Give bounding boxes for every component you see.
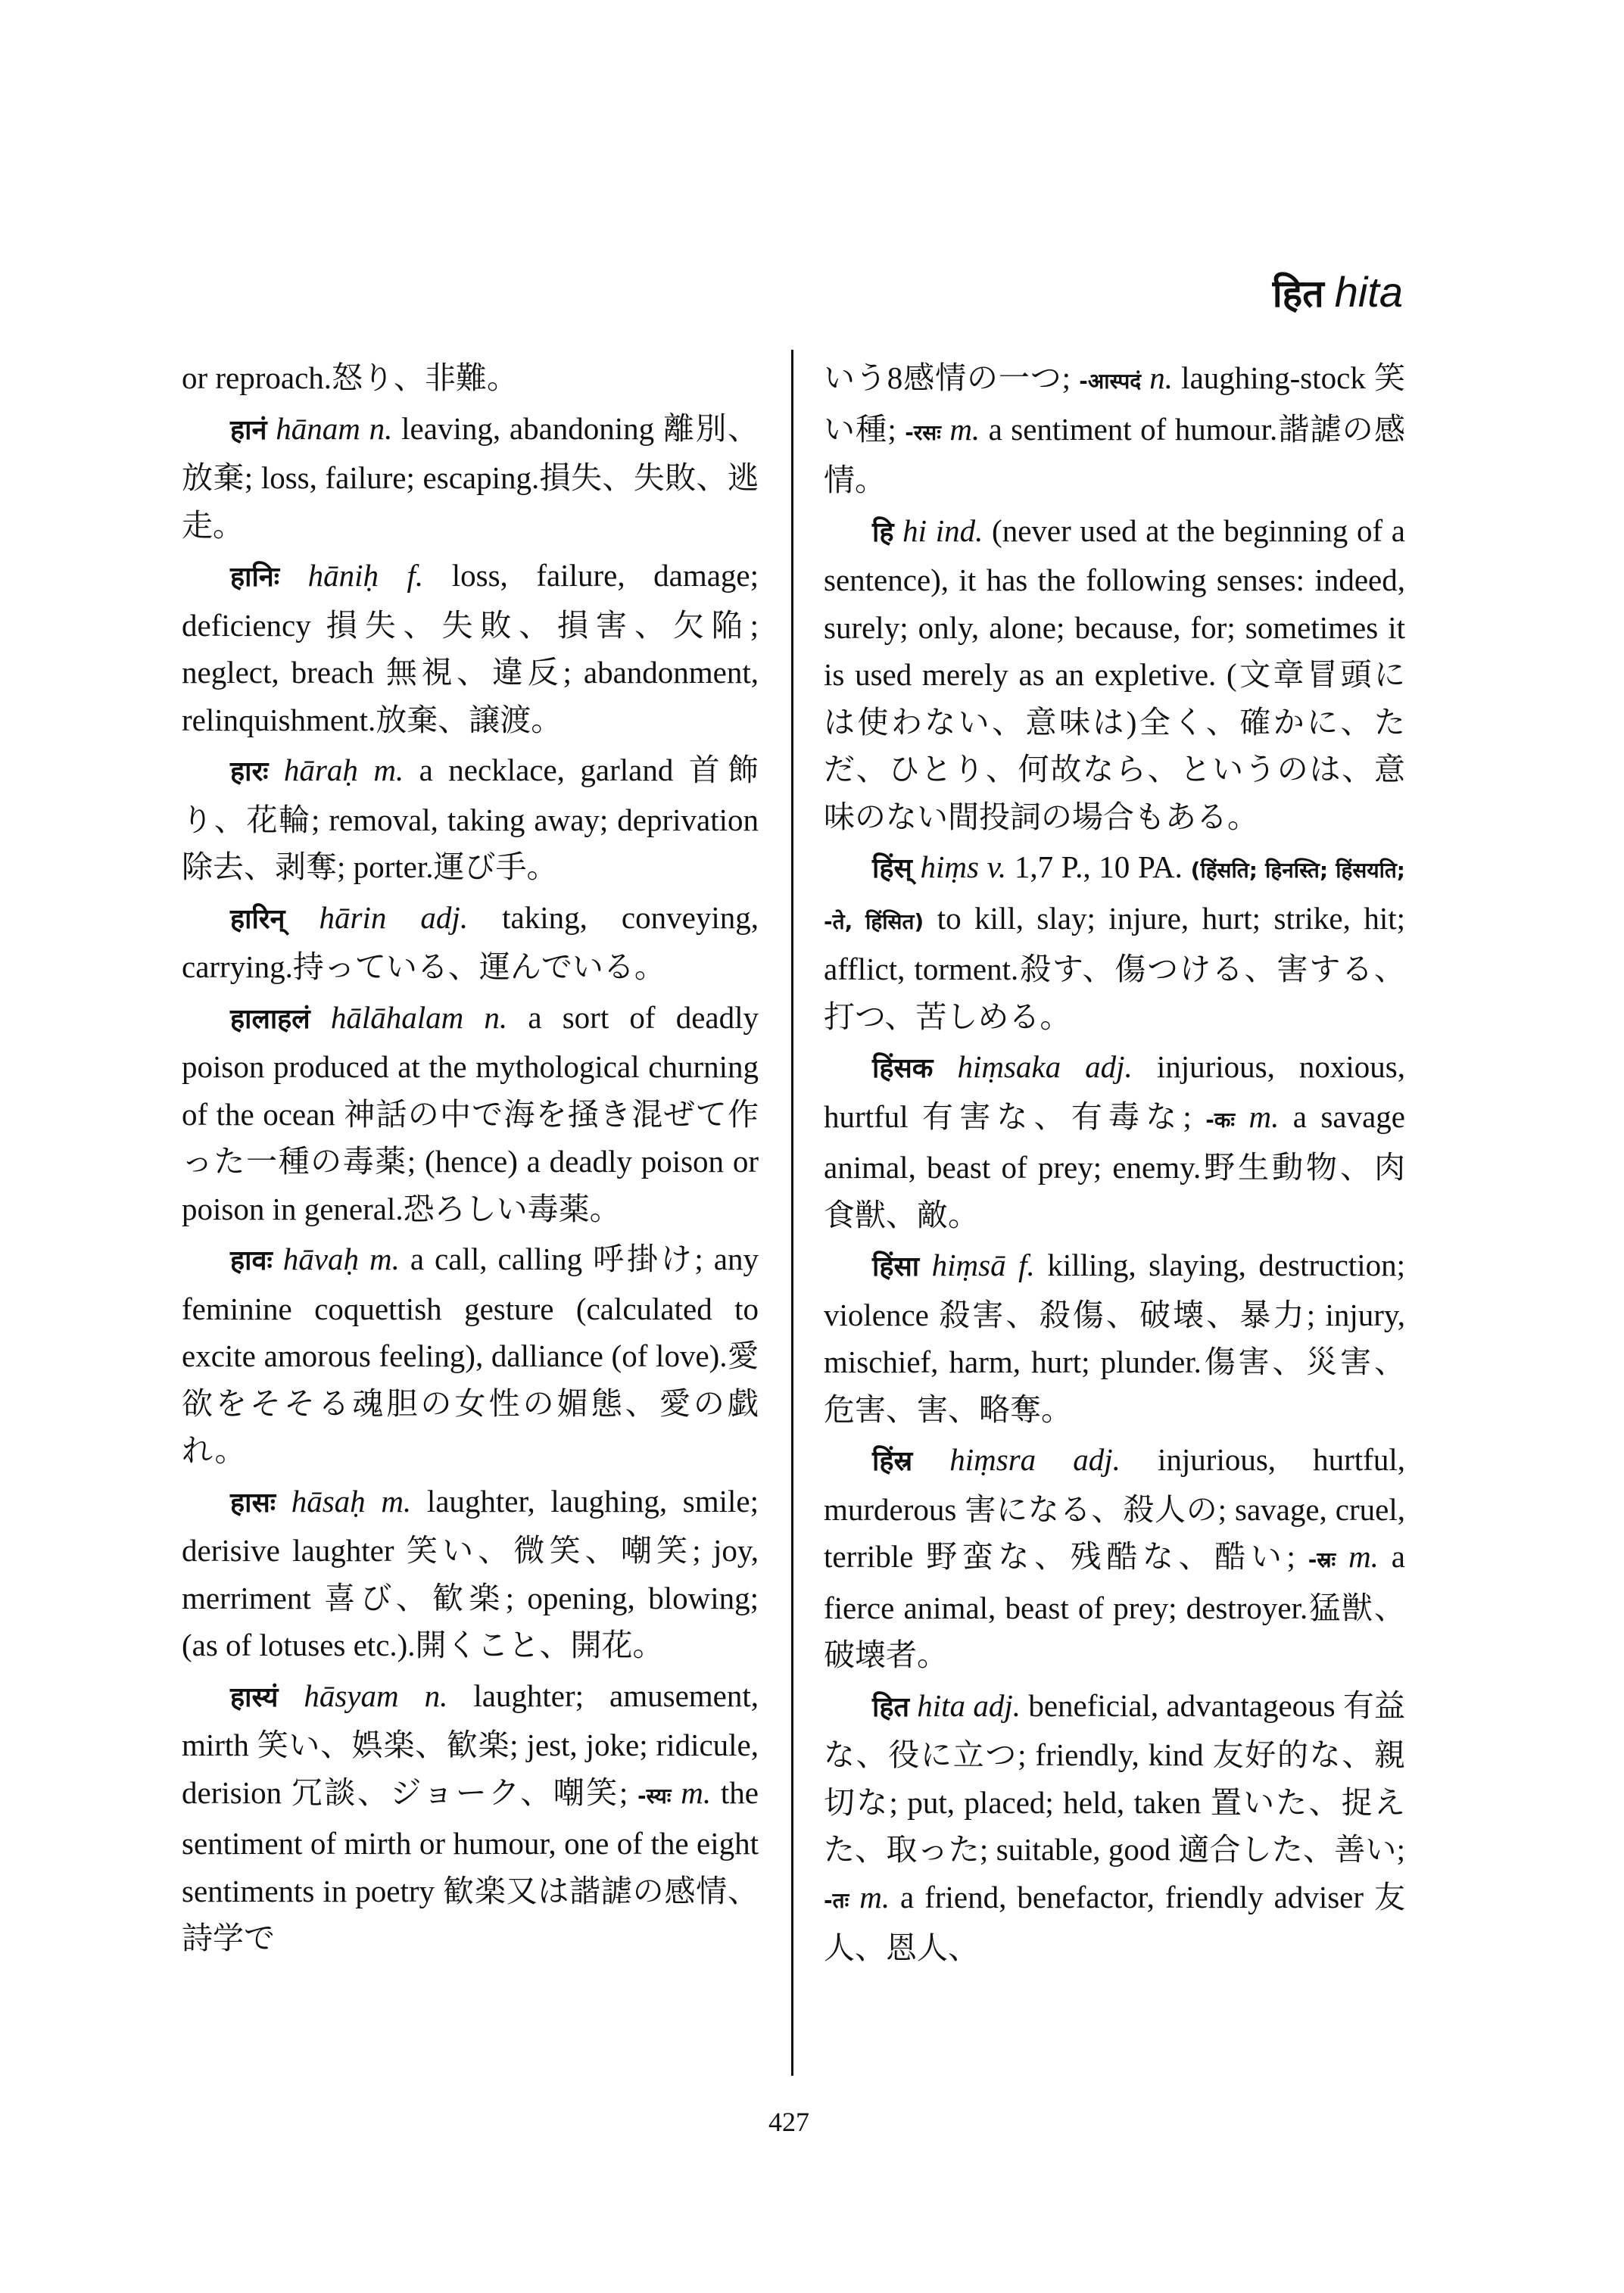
definition-text: to kill, slay; injure, hurt; strike, hit; afflict, torment.殺す、傷つける、害する、打つ、苦しめる。 bbox=[824, 900, 1405, 1034]
headword: हानिः bbox=[230, 562, 280, 593]
transliteration: hiṃs bbox=[912, 849, 979, 884]
subentry-headword: -आस्पदं bbox=[1079, 369, 1142, 394]
part-of-speech: m. bbox=[849, 1879, 890, 1914]
definition-text: a call, calling 呼掛け; any feminine coquettish gesture (calculated to excite amorous feeling), dalliance (of love).愛欲をそそる魂胆の女性の媚態、愛の戯れ。 bbox=[182, 1242, 759, 1468]
right-column bbox=[824, 354, 1405, 1975]
dictionary-entry bbox=[182, 1672, 759, 1962]
definition-text: injurious, hurtful, murderous 害になる、殺人の; savage, cruel, terrible 野蛮な、残酷な、酷い; bbox=[824, 1442, 1405, 1574]
headword: हित bbox=[872, 1691, 909, 1723]
definition-text: killing, slaying, destruction; violence 殺害、殺傷、破壊、暴力; injury, mischief, harm, hurt; plunder.傷害、災害、危害、害、略奪。 bbox=[824, 1248, 1405, 1427]
transliteration: hita bbox=[909, 1687, 966, 1723]
dictionary-entry bbox=[824, 1682, 1405, 1972]
headword: हावः bbox=[230, 1245, 273, 1276]
part-of-speech: n. bbox=[1141, 360, 1174, 395]
headword: हास्यं bbox=[230, 1681, 279, 1713]
dictionary-entry bbox=[824, 1043, 1405, 1238]
dictionary-entry bbox=[824, 1242, 1405, 1433]
definition-text: a necklace, garland 首飾り、花輪; removal, taking away; deprivation 除去、剥奪; porter.運び手。 bbox=[182, 752, 759, 884]
part-of-speech: f. bbox=[1005, 1248, 1035, 1282]
transliteration: hānam bbox=[267, 410, 360, 446]
transliteration: hārin bbox=[285, 899, 387, 935]
part-of-speech: m. bbox=[940, 411, 980, 447]
definition-text: 1,7 P., 10 PA. bbox=[1006, 849, 1191, 884]
part-of-speech: n. bbox=[360, 410, 393, 446]
transliteration: hāsyam bbox=[278, 1678, 399, 1713]
definition-text: a sort of deadly poison produced at the mythological churning of the ocean 神話の中で海を掻き混ぜて作った一種の毒薬; (hence) a deadly poison or poison in general.恐ろしい毒薬。 bbox=[182, 999, 759, 1226]
headword: हासः bbox=[230, 1487, 276, 1519]
part-of-speech: n. bbox=[398, 1678, 448, 1713]
part-of-speech: ind. bbox=[927, 512, 983, 548]
subentry-headword: (हिंसति; हिनस्ति; हिंसयति; -ते, हिंसित) bbox=[824, 858, 1405, 934]
part-of-speech: m. bbox=[358, 1242, 400, 1276]
part-of-speech: m. bbox=[1336, 1539, 1379, 1574]
transliteration: hiṃsra bbox=[912, 1442, 1036, 1477]
dictionary-entry bbox=[824, 1436, 1405, 1679]
part-of-speech: v. bbox=[978, 849, 1007, 884]
definition-text: laughter, laughing, smile; derisive laughter 笑い、微笑、嘲笑; joy, merriment 喜び、歓楽; opening, blowing; (as of lotuses etc.).開くこと、開花。 bbox=[182, 1483, 759, 1662]
definition-text: beneficial, advantageous 有益な、役に立つ; friendly, kind 友好的な、親切な; put, placed; held, taken 置いた、捉えた、取った; suitable, good 適合した、善い; bbox=[824, 1687, 1405, 1867]
dictionary-entry bbox=[824, 843, 1405, 1040]
entry-continuation bbox=[824, 354, 1405, 504]
part-of-speech: adj. bbox=[1036, 1442, 1121, 1477]
subentry-headword: -स्रः bbox=[1308, 1547, 1336, 1572]
definition-text: injurious, noxious, hurtful 有害な、有毒な; bbox=[824, 1049, 1405, 1134]
definition-text: a friend, benefactor, friendly adviser 友人、恩人、 bbox=[824, 1879, 1405, 1965]
headword: हिंसा bbox=[872, 1251, 920, 1282]
headword: हि bbox=[872, 516, 894, 548]
transliteration: hiṃsā bbox=[919, 1248, 1006, 1282]
definition-text: or reproach.怒り、非難。 bbox=[182, 360, 519, 395]
transliteration: hāraḥ bbox=[268, 752, 358, 787]
definition-text: the sentiment of mirth or humour, one of the eight sentiments in poetry 歓楽又は諧謔の感情、詩学で bbox=[182, 1774, 759, 1955]
subentry-headword: -रसः bbox=[905, 419, 941, 445]
left-column bbox=[182, 354, 759, 1965]
headword: हारः bbox=[230, 756, 269, 787]
part-of-speech: adj. bbox=[386, 899, 469, 935]
dictionary-entry bbox=[182, 1235, 759, 1475]
part-of-speech: m. bbox=[671, 1774, 712, 1810]
dictionary-entry bbox=[182, 894, 759, 991]
running-head-latin: hita bbox=[1334, 268, 1403, 316]
transliteration: hiṃsaka bbox=[933, 1049, 1061, 1084]
subentry-headword: -तः bbox=[824, 1887, 849, 1913]
transliteration: hāniḥ bbox=[279, 558, 379, 593]
subentry-headword: -कः bbox=[1205, 1107, 1236, 1132]
definition-text: loss, failure, damage; deficiency 損失、失敗、損害、欠陥; neglect, breach 無視、違反; abandonment, relinquishment.放棄、譲渡。 bbox=[182, 558, 759, 737]
dictionary-entry bbox=[182, 405, 759, 550]
dictionary-entry bbox=[824, 507, 1405, 841]
headword: हिंस् bbox=[872, 853, 912, 884]
definition-text: laughter; amusement, mirth 笑い、娯楽、歓楽; jest, joke; ridicule, derision 冗談、ジョーク、嘲笑; bbox=[182, 1678, 759, 1810]
definition-text: leaving, abandoning 離別、放棄; loss, failure; escaping.損失、失敗、逃走。 bbox=[182, 410, 759, 543]
headword: हिंसक bbox=[872, 1053, 934, 1084]
transliteration: hi bbox=[893, 512, 927, 548]
page-number: 427 bbox=[768, 2107, 809, 2137]
part-of-speech: adj. bbox=[965, 1687, 1021, 1723]
part-of-speech: m. bbox=[357, 752, 404, 787]
entry-continuation bbox=[182, 354, 759, 402]
part-of-speech: n. bbox=[463, 999, 508, 1035]
subentry-headword: -स्यः bbox=[637, 1783, 672, 1809]
dictionary-entry bbox=[182, 746, 759, 891]
running-head bbox=[1273, 266, 1403, 318]
headword: हारिन् bbox=[230, 903, 285, 935]
dictionary-entry bbox=[182, 994, 759, 1233]
part-of-speech: m. bbox=[1235, 1098, 1280, 1134]
transliteration: hālāhalam bbox=[310, 999, 464, 1035]
transliteration: hāsaḥ bbox=[276, 1483, 366, 1519]
part-of-speech: f. bbox=[378, 558, 424, 593]
definition-text: (never used at the beginning of a sentence), it has the following senses: indeed, surely; only, alone; because, for; sometimes it is used merely as an expletive. (文章冒頭には使わない、意味は)全く、確かに、ただ、ひとり、何故なら、というのは、意味のない間投詞の場合もある。 bbox=[824, 512, 1405, 834]
headword: हिंस्र bbox=[872, 1446, 913, 1477]
transliteration: hāvaḥ bbox=[272, 1242, 359, 1276]
part-of-speech: adj. bbox=[1061, 1049, 1133, 1084]
headword: हालाहलं bbox=[230, 1003, 310, 1035]
part-of-speech: m. bbox=[365, 1483, 412, 1519]
definition-text: a fierce animal, beast of prey; destroyer.猛獣、破壊者。 bbox=[824, 1539, 1406, 1672]
definition-text: taking, conveying, carrying.持っている、運んでいる。 bbox=[182, 899, 759, 984]
definition-text: laughing-stock 笑い種; bbox=[824, 360, 1406, 447]
definition-text: a sentiment of humour.諧謔の感情。 bbox=[824, 411, 1405, 497]
dictionary-entry bbox=[182, 552, 759, 743]
dictionary-entry bbox=[182, 1478, 759, 1669]
definition-text: a savage animal, beast of prey; enemy.野生動物、肉食獣、敵。 bbox=[824, 1098, 1406, 1232]
definition-text: いう8感情の一つ; bbox=[824, 360, 1080, 395]
column-divider bbox=[791, 350, 793, 2076]
headword: हानं bbox=[230, 414, 267, 446]
running-head-devanagari: हित bbox=[1272, 272, 1324, 316]
